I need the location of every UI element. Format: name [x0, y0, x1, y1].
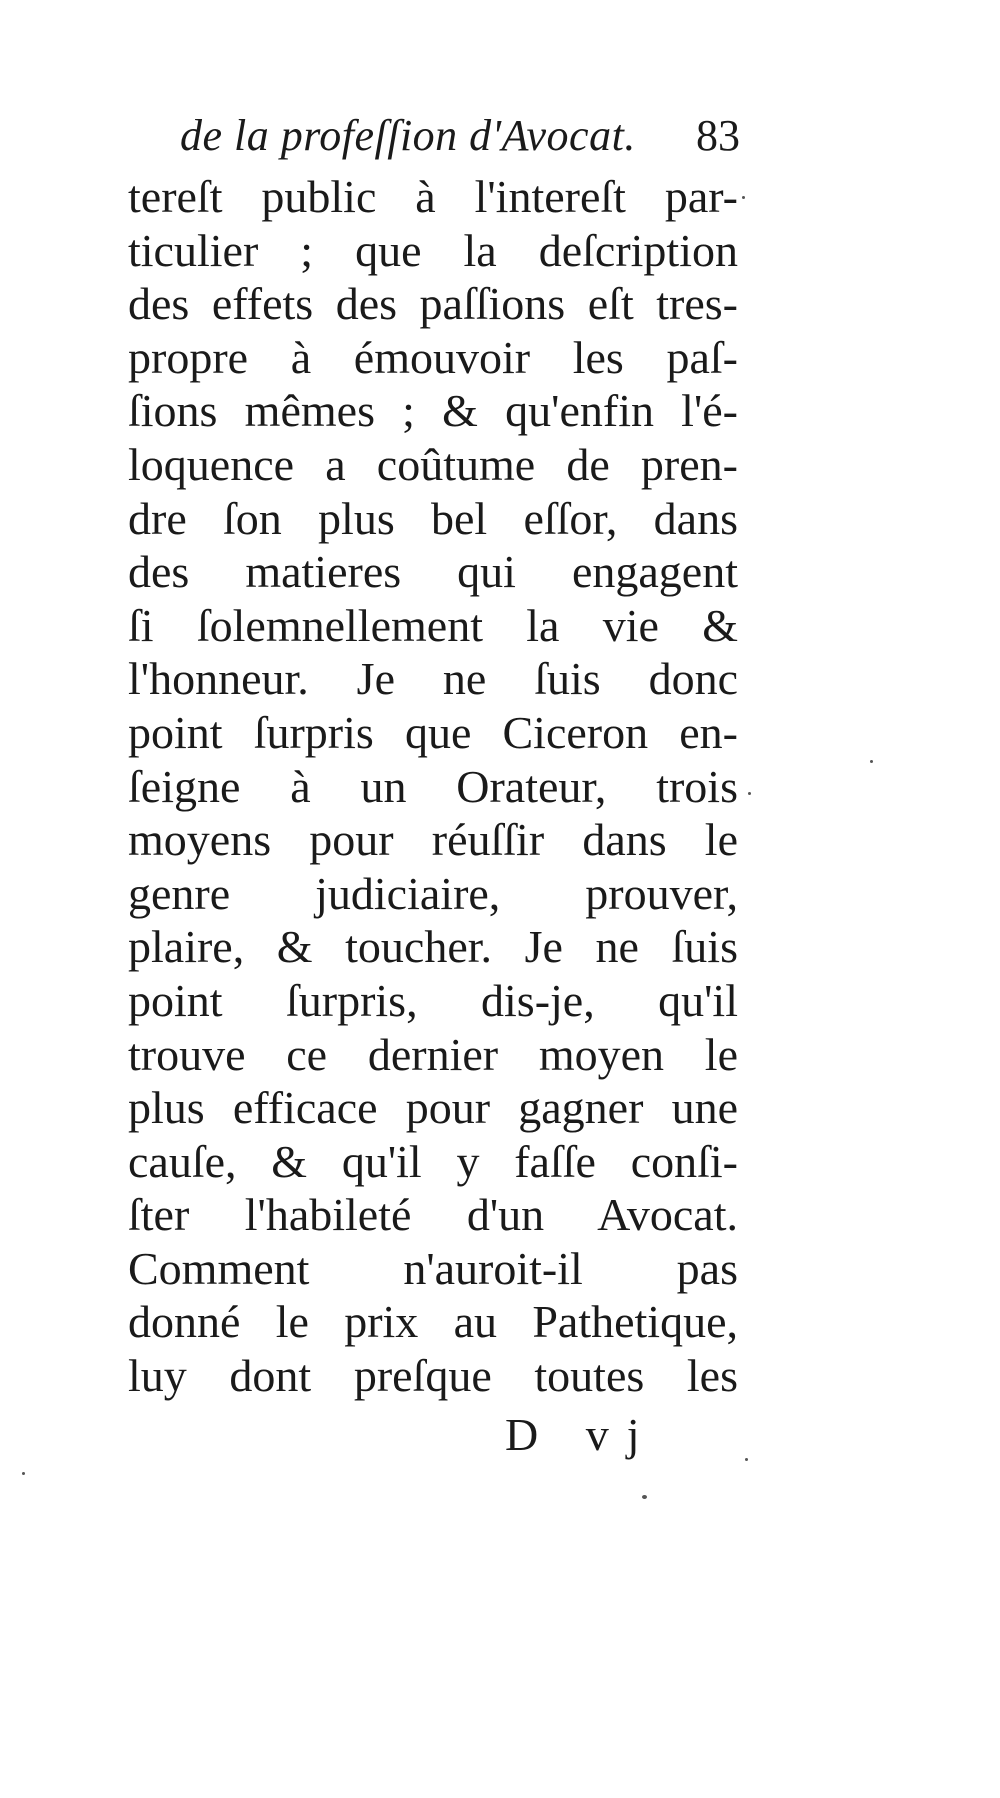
- text-line: Comment n'auroit-il pas: [128, 1242, 738, 1294]
- text-line: ſions mêmes ; & qu'enfin l'é-: [128, 385, 738, 437]
- text-line: propre à émouvoir les paſ-: [128, 331, 738, 383]
- text-line: l'honneur. Je ne ſuis donc: [128, 653, 738, 705]
- text-line: loquence a coûtume de pren-: [128, 438, 738, 490]
- text-line: point ſurpris, dis-je, qu'il: [128, 974, 738, 1026]
- text-line: moyens pour réuſſir dans le: [128, 814, 738, 866]
- text-line: trouve ce dernier moyen le: [128, 1028, 738, 1080]
- paper-speck: [745, 1458, 748, 1461]
- paper-speck: [870, 760, 873, 763]
- paper-speck: [642, 1495, 647, 1499]
- running-head: [180, 110, 740, 170]
- text-line: tereſt public à l'intereſt par-: [128, 171, 738, 222]
- text-line: cauſe, & qu'il y faſſe conſi-: [128, 1135, 738, 1187]
- text-line: ſeigne à un Orateur, trois: [128, 760, 738, 812]
- paper-speck: [22, 1472, 25, 1475]
- text-line: des effets des paſſions eſt tres-: [128, 278, 738, 330]
- text-line: plaire, & toucher. Je ne ſuis: [128, 921, 738, 973]
- text-line: luy dont preſque toutes les: [128, 1350, 738, 1402]
- text-line: ſter l'habileté d'un Avocat.: [128, 1189, 738, 1241]
- page-number: 83: [696, 111, 740, 160]
- text-line: donné le prix au Pathetique,: [128, 1296, 738, 1348]
- running-title: de la profeſſion d'Avocat.: [180, 111, 636, 160]
- body-text: [128, 170, 738, 1403]
- paper-speck: [742, 196, 745, 199]
- signature-mark: D vj: [505, 1409, 658, 1460]
- text-line: dre ſon plus bel eſſor, dans: [128, 492, 738, 544]
- text-line: genre judiciaire, prouver,: [128, 867, 738, 919]
- text-line: point ſurpris que Ciceron en-: [128, 706, 738, 758]
- text-line: des matieres qui engagent: [128, 546, 738, 598]
- text-line: ſi ſolemnellement la vie &: [128, 599, 738, 651]
- text-line: ticulier ; que la deſcription: [128, 224, 738, 276]
- text-line: plus efficace pour gagner une: [128, 1082, 738, 1134]
- paper-speck: [748, 792, 751, 795]
